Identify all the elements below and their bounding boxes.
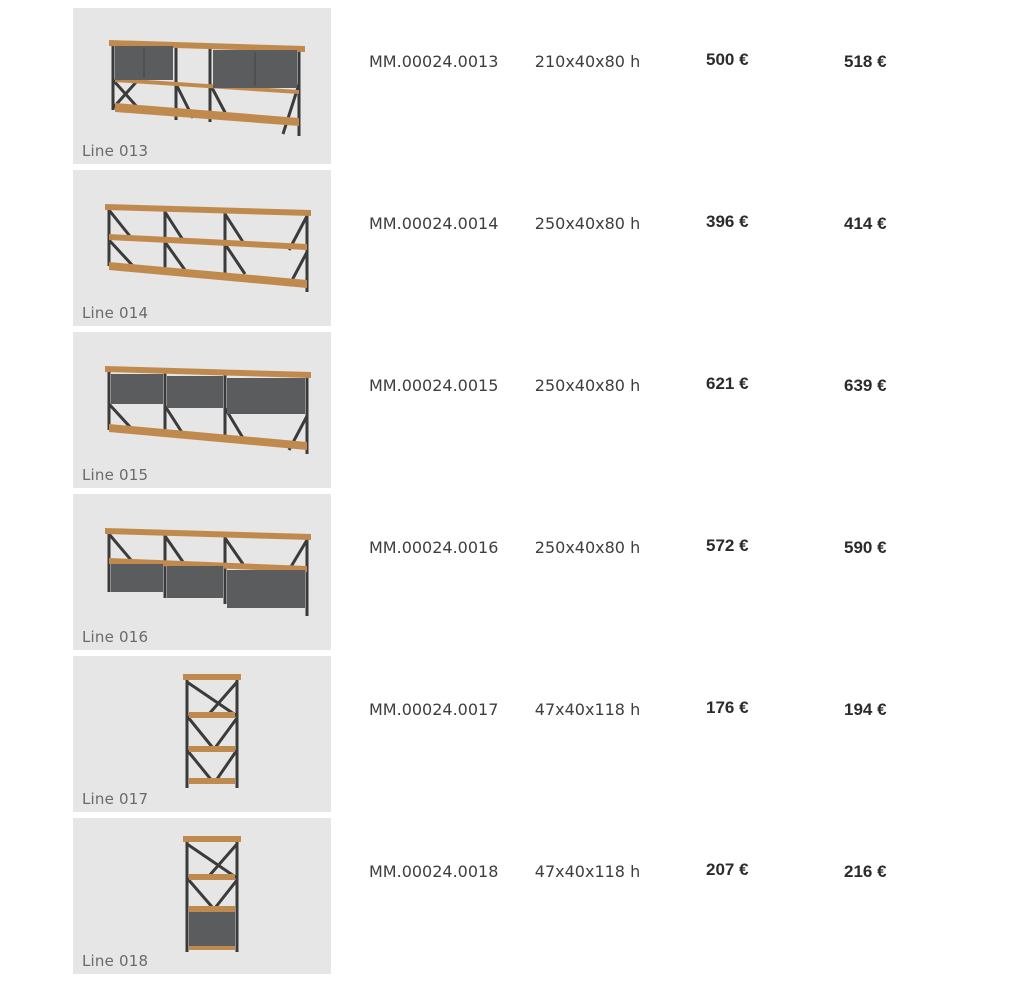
- price-secondary: 590 €: [844, 538, 887, 557]
- product-image[interactable]: [73, 494, 331, 650]
- tall-shelf-image: [73, 818, 331, 974]
- line-label: Line 014: [82, 304, 149, 322]
- product-image[interactable]: [73, 170, 331, 326]
- price-primary: 572 €: [706, 536, 749, 555]
- product-dimensions: 47x40x118 h: [534, 700, 641, 719]
- product-image[interactable]: [73, 332, 331, 488]
- product-code: MM.00024.0015: [369, 376, 499, 395]
- product-row-015: [0, 332, 1024, 488]
- line-label: Line 016: [82, 628, 149, 646]
- price-secondary: 194 €: [844, 700, 887, 719]
- sideboard-image: [73, 332, 331, 488]
- product-code: MM.00024.0013: [369, 52, 499, 71]
- product-code: MM.00024.0014: [369, 214, 499, 233]
- product-code: MM.00024.0017: [369, 700, 499, 719]
- line-label: Line 013: [82, 142, 149, 160]
- line-label: Line 017: [82, 790, 149, 808]
- price-secondary: 518 €: [844, 52, 887, 71]
- price-primary: 396 €: [706, 212, 749, 231]
- open-shelf-image: [73, 170, 331, 326]
- price-secondary: 216 €: [844, 862, 887, 881]
- product-row-013: [0, 8, 1024, 164]
- product-dimensions: 47x40x118 h: [534, 862, 641, 881]
- line-label: Line 018: [82, 952, 149, 970]
- tall-shelf-image: [73, 656, 331, 812]
- product-code: MM.00024.0018: [369, 862, 499, 881]
- product-dimensions: 250x40x80 h: [534, 214, 641, 233]
- product-dimensions: 210x40x80 h: [534, 52, 641, 71]
- product-dimensions: 250x40x80 h: [534, 376, 641, 395]
- price-primary: 621 €: [706, 374, 749, 393]
- product-code: MM.00024.0016: [369, 538, 499, 557]
- price-secondary: 639 €: [844, 376, 887, 395]
- product-image[interactable]: [73, 8, 331, 164]
- product-row-014: [0, 170, 1024, 326]
- sideboard-image: [73, 494, 331, 650]
- product-row-016: [0, 494, 1024, 650]
- price-primary: 500 €: [706, 50, 749, 69]
- price-secondary: 414 €: [844, 214, 887, 233]
- product-dimensions: 250x40x80 h: [534, 538, 641, 557]
- line-label: Line 015: [82, 466, 149, 484]
- price-primary: 176 €: [706, 698, 749, 717]
- product-row-018: [0, 818, 1024, 974]
- product-image[interactable]: [73, 656, 331, 812]
- product-row-017: [0, 656, 1024, 812]
- price-primary: 207 €: [706, 860, 749, 879]
- sideboard-image: [73, 8, 331, 164]
- product-image[interactable]: [73, 818, 331, 974]
